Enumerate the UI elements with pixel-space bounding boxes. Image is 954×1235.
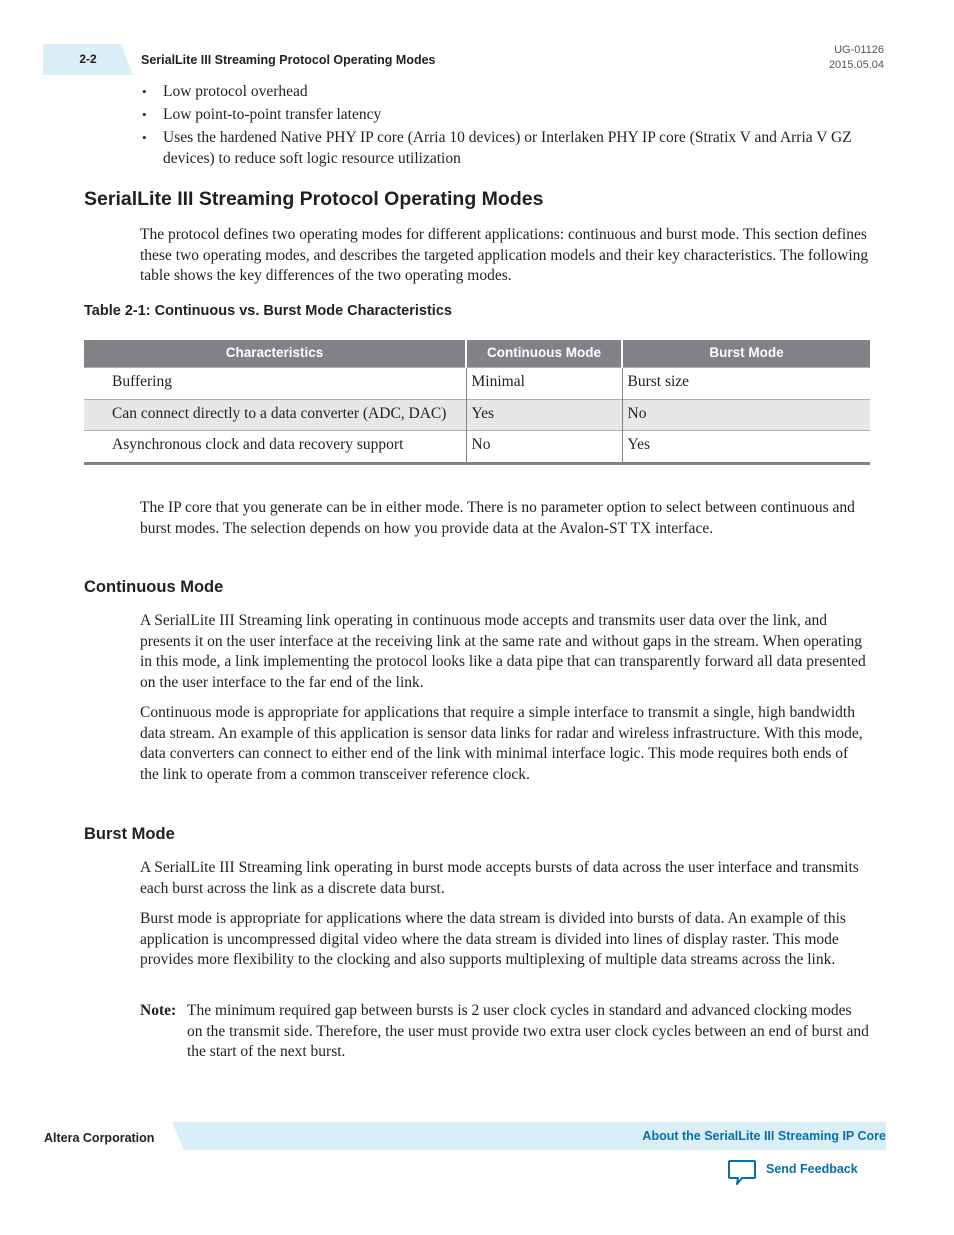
burst-mode-paragraph-1 xyxy=(140,858,870,899)
page-number: 2-2 xyxy=(79,52,97,66)
bullet-item: • Low protocol overhead xyxy=(140,82,860,103)
burst-gap-note xyxy=(140,1001,870,1063)
bullet-item: • Uses the hardened Native PHY IP core (Arria 10 devices) or Interlaken PHY IP core (Stratix V and Arria V GZ devices) to reduce soft logic resource utilization xyxy=(140,128,860,169)
continuous-mode-paragraph-1 xyxy=(140,611,870,694)
column-header-characteristics: Characteristics xyxy=(84,340,466,368)
table-cell: No xyxy=(466,431,622,464)
note-label: Note: xyxy=(140,1002,177,1019)
burst-mode-paragraph-2 xyxy=(140,909,870,971)
table-cell: Buffering xyxy=(84,368,466,400)
send-feedback-button[interactable] xyxy=(727,1158,858,1188)
doc-info xyxy=(829,43,884,73)
speech-bubble-icon xyxy=(727,1158,757,1188)
table-row xyxy=(84,399,870,431)
note-text: The minimum required gap between bursts is 2 user clock cycles in standard and advanced clocking modes on the transmit side. Therefore, the user must provide two extra user clock cycles between an end of burst and the start of the next burst. xyxy=(187,1002,869,1061)
mode-characteristics-table xyxy=(84,340,870,465)
chapter-link[interactable]: About the SerialLite III Streaming IP Core xyxy=(642,1129,886,1143)
table-row xyxy=(84,431,870,464)
send-feedback-label: Send Feedback xyxy=(766,1162,858,1176)
table-cell: Minimal xyxy=(466,368,622,400)
continuous-mode-paragraph-2 xyxy=(140,703,870,786)
doc-date: 2015.05.04 xyxy=(828,59,884,71)
table-cell: Yes xyxy=(466,399,622,431)
burst-mode-heading: Burst Mode xyxy=(84,825,175,843)
running-title: SerialLite III Streaming Protocol Operating Modes xyxy=(141,53,436,67)
column-header-continuous-mode: Continuous Mode xyxy=(466,340,622,368)
table-caption: Table 2-1: Continuous vs. Burst Mode Characteristics xyxy=(84,303,452,319)
section-intro-paragraph: The protocol defines two operating modes for different applications: continuous and burst mode. This section defines these two operating modes, and describes the targeted application models and their key characteristics. The following table shows the key differences of the two operating modes. xyxy=(140,226,869,285)
table-cell: Yes xyxy=(622,431,870,464)
bullet-item: • Low point-to-point transfer latency xyxy=(140,105,860,126)
column-header-burst-mode: Burst Mode xyxy=(622,340,870,368)
paragraph: A SerialLite III Streaming link operating in continuous mode accepts and transmits user data over the link, and presents it on the user interface at the receiving link at the same rate and without gaps in the stream. When operating in this mode, a link implementing the protocol looks like a data pipe that can transparently forward all data presented on the user interface to the far end of the link. xyxy=(140,612,866,692)
company-name: Altera Corporation xyxy=(44,1131,155,1145)
paragraph: Burst mode is appropriate for applications where the data stream is divided into bursts of data. An example of this application is uncompressed digital video where the data stream is divided into lines of display raster. This mode provides more flexibility to the clocking and also supports multiplexing of multiple data streams across the link. xyxy=(140,910,846,969)
paragraph: Continuous mode is appropriate for applications that require a simple interface to transmit a single, high bandwidth data stream. An example of this application is sensor data links for radar and wireless infrastructure. With this mode, data converters can connect to either end of the link with minimal interface logic. This mode requires both ends of the link to operate from a common transceiver reference clock. xyxy=(140,704,863,784)
table-cell: Burst size xyxy=(622,368,870,400)
table-row xyxy=(84,368,870,400)
table-header-row xyxy=(84,340,870,368)
after-table-text xyxy=(140,498,870,539)
continuous-mode-heading: Continuous Mode xyxy=(84,578,224,596)
section-title: SerialLite III Streaming Protocol Operating Modes xyxy=(84,188,544,210)
table-cell: Can connect directly to a data converter (ADC, DAC) xyxy=(84,399,466,431)
table-cell: No xyxy=(622,399,870,431)
section-intro xyxy=(140,225,870,287)
feature-bullet-list xyxy=(140,82,860,172)
doc-id: UG-01126 xyxy=(834,44,884,56)
paragraph: A SerialLite III Streaming link operating in burst mode accepts bursts of data across the user interface and transmits each burst across the link as a discrete data burst. xyxy=(140,859,859,897)
table-cell: Asynchronous clock and data recovery support xyxy=(84,431,466,464)
after-table-paragraph: The IP core that you generate can be in either mode. There is no parameter option to select between continuous and burst modes. The selection depends on how you provide data at the Avalon-ST TX interface. xyxy=(140,499,855,537)
